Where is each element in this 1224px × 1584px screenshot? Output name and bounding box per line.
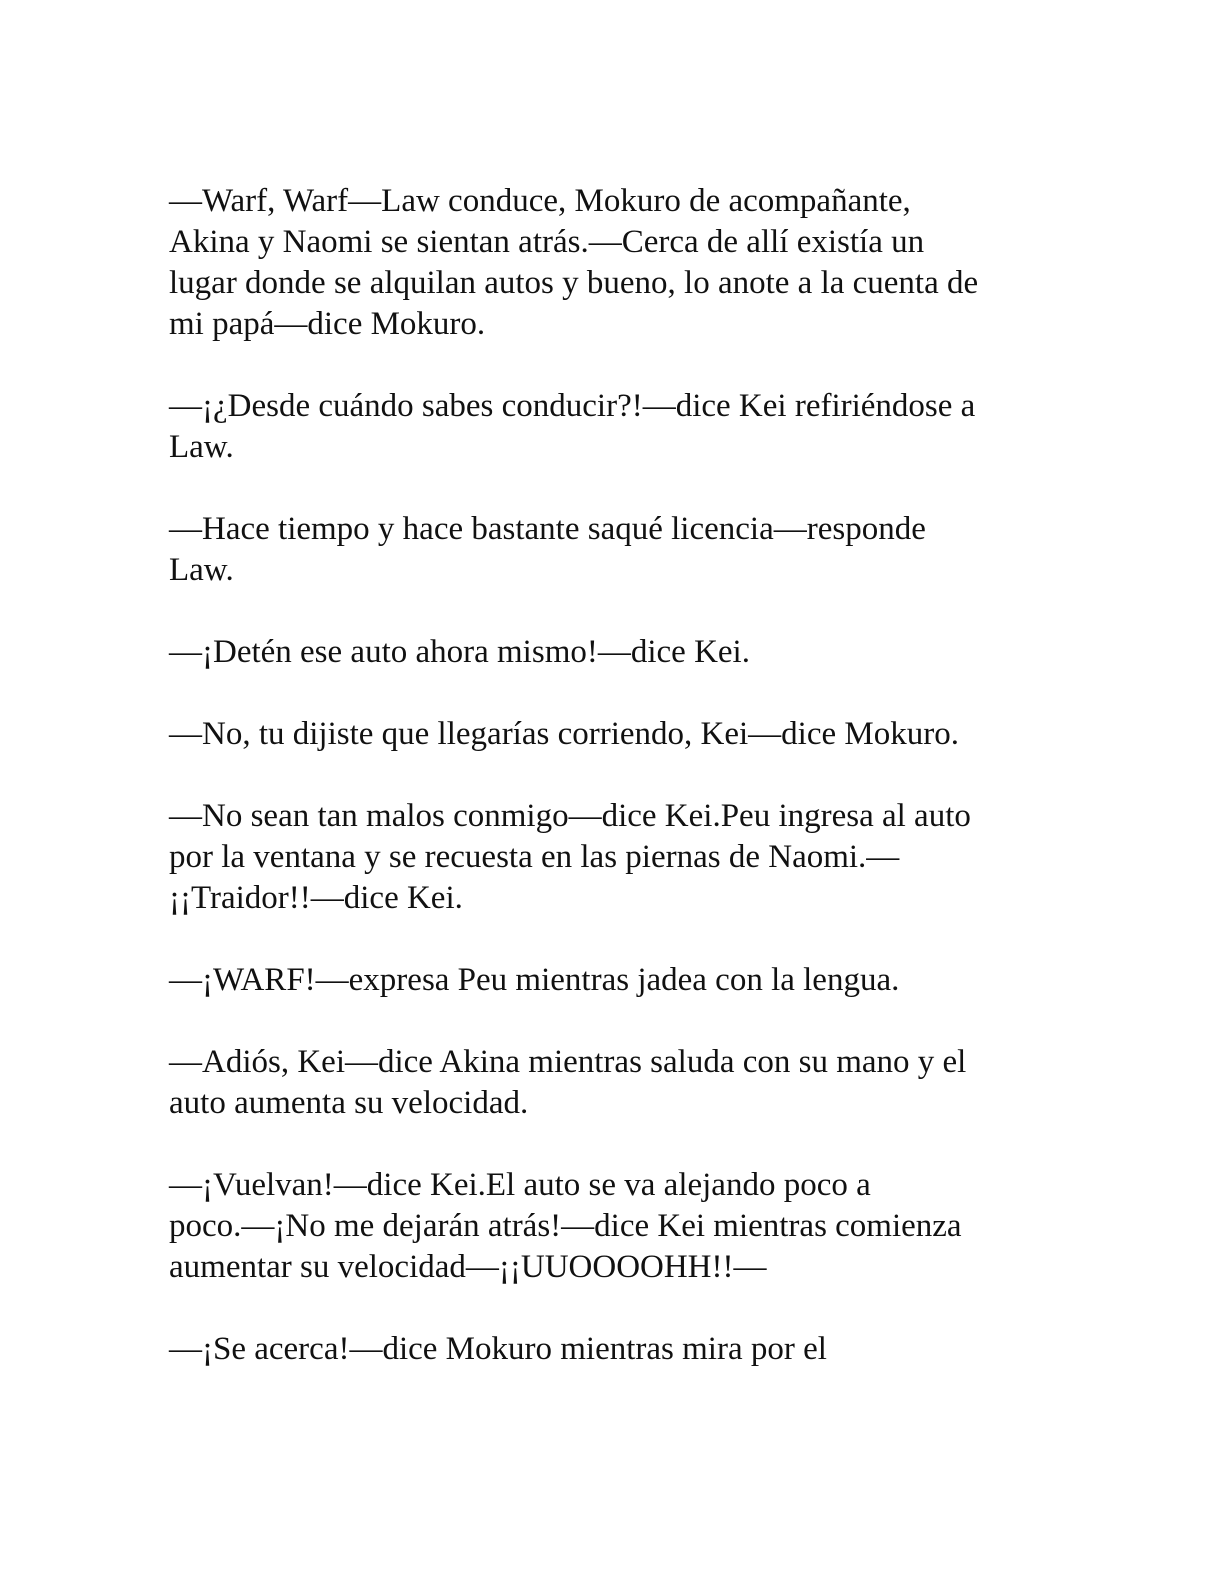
paragraph: —Hace tiempo y hace bastante saqué licencia—responde Law.: [169, 511, 926, 588]
paragraph: —¡¿Desde cuándo sabes conducir?!—dice Kei refiriéndose a Law.: [169, 388, 976, 465]
paragraph: —¡Vuelvan!—dice Kei.El auto se va alejando poco a poco.—¡No me dejarán atrás!—dice Kei mientras comienza aumentar su velocidad—¡¡UUOOOOHH!!—: [169, 1167, 962, 1285]
paragraph: —No, tu dijiste que llegarías corriendo, Kei—dice Mokuro.: [169, 716, 959, 752]
paragraph: —Warf, Warf—Law conduce, Mokuro de acompañante, Akina y Naomi se sientan atrás.—Cerca de allí existía un lugar donde se alquilan autos y bueno, lo anote a la cuenta de mi papá—dice Mokuro.: [169, 183, 979, 342]
body-text: [169, 181, 1059, 1411]
paragraph: —¡Se acerca!—dice Mokuro mientras mira por el: [169, 1331, 827, 1367]
paragraph: —¡WARF!—expresa Peu mientras jadea con la lengua.: [169, 962, 900, 998]
paragraph: —No sean tan malos conmigo—dice Kei.Peu ingresa al auto por la ventana y se recuesta en las piernas de Naomi.— ¡¡Traidor!!—dice Kei.: [169, 798, 971, 916]
paragraph: —¡Detén ese auto ahora mismo!—dice Kei.: [169, 634, 750, 670]
paragraph: —Adiós, Kei—dice Akina mientras saluda con su mano y el auto aumenta su velocidad.: [169, 1044, 967, 1121]
